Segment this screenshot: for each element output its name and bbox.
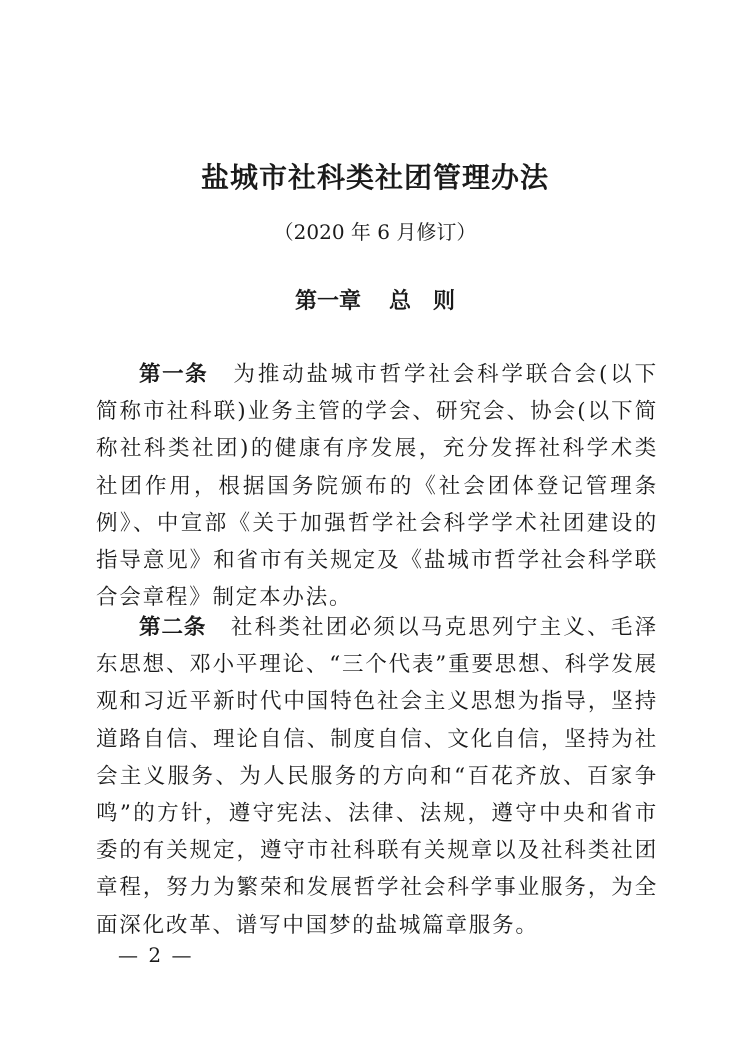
article-1 — [96, 356, 658, 616]
article-label: 第一条 — [139, 362, 209, 387]
article-text: 社科类社团必须以马克思列宁主义、毛泽东思想、邓小平理论、“三个代表”重要思想、科学发展观和习近平新时代中国特色社会主义思想为指导，坚持道路自信、理论自信、制度自信、文化自信，坚持为社会主义服务、为人民服务的方向和“百花齐放、百家争鸣”的方针，遵守宪法、法律、法规，遵守中央和省市委的有关规定，遵守市社科联有关规章以及社科类社团章程，努力为繁荣和发展哲学社会科学事业服务，为全面深化改革、谱写中国梦的盐城篇章服务。 — [96, 615, 658, 938]
article-text: 为推动盐城市哲学社会科学联合会(以下简称市社科联)业务主管的学会、研究会、协会(以下简称社科类社团)的健康有序发展，充分发挥社科学术类社团作用，根据国务院颁布的《社会团体登记管理条例》、中宣部《关于加强哲学社会科学学术社团建设的指导意见》和省市有关规定及《盐城市哲学社会科学联合会章程》制定本办法。 — [96, 362, 658, 611]
document-subtitle: （2020 年 6 月修订） — [273, 220, 477, 244]
article-paragraph — [96, 356, 658, 616]
chapter-number: 第一章 — [294, 289, 361, 314]
chapter-title-char-2: 则 — [433, 289, 456, 314]
chapter-heading — [0, 286, 750, 318]
document-title: 盐城市社科类社团管理办法 — [200, 161, 549, 194]
chapter-title-char-1: 总 — [388, 289, 411, 314]
page-number: — 2 — — [118, 943, 194, 967]
article-label: 第二条 — [139, 615, 207, 640]
article-2 — [96, 609, 658, 944]
article-paragraph — [96, 609, 658, 944]
